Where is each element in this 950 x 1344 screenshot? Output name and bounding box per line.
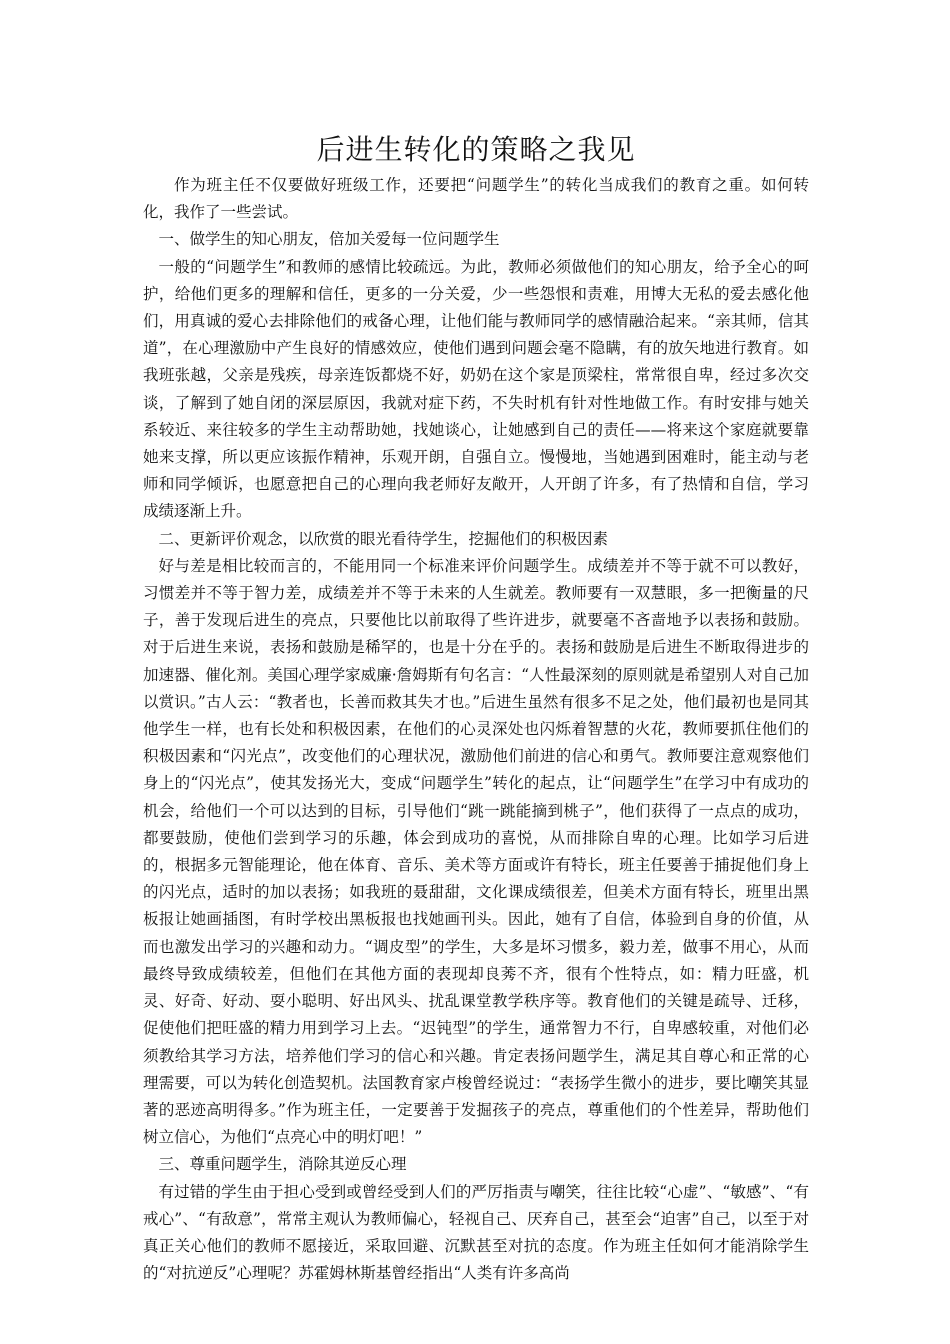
section-2-paragraph: 好与差是相比较而言的，不能用同一个标准来评价问题学生。成绩差并不等于就不可以教好，习惯差并不等于智力差，成绩差并不等于未来的人生就差。教师要有一双慧眼，多一把衡量的尺子，善于发现后进生的亮点，只要他比以前取得了些许进步，就要毫不吝啬地予以表扬和鼓励。对于后进生来说，表扬和鼓励是稀罕的，也是十分在乎的。表扬和鼓励是后进生不断取得进步的加速器、催化剂。美国心理学家威廉·詹姆斯有句名言：“人性最深刻的原则就是希望别人对自己加以赏识。”古人云：“教者也，长善而救其失才也。”后进生虽然有很多不足之处，他们最初也是同其他学生一样，也有长处和积极因素，在他们的心灵深处也闪烁着智慧的火花，教师要抓住他们的积极因素和“闪光点”，改变他们的心理状况，激励他们前进的信心和勇气。教师要注意观察他们身上的“闪光点”，使其发扬光大，变成“问题学生”转化的起点，让“问题学生”在学习中有成功的机会，给他们一个可以达到的目标，引导他们“跳一跳能摘到桃子”，他们获得了一点点的成功，都要鼓励，使他们尝到学习的乐趣，体会到成功的喜悦，从而排除自卑的心理。比如学习后进的，根据多元智能理论，他在体育、音乐、美术等方面或许有特长，班主任要善于捕捉他们身上的闪光点，适时的加以表扬；如我班的聂甜甜，文化课成绩很差，但美术方面有特长，班里出黑板报让她画插图，有时学校出黑板报也找她画刊头。因此，她有了自信，体验到自身的价值，从而也激发出学习的兴趣和动力。“调皮型”的学生，大多是坏习惯多，毅力差，做事不用心，从而最终导致成绩较差，但他们在其他方面的表现却良莠不齐，很有个性特点，如：精力旺盛，机灵、好奇、好动、耍小聪明、好出风头、扰乱课堂教学秩序等。教育他们的关键是疏导、迁移，促使他们把旺盛的精力用到学习上去。“迟钝型”的学生，通常智力不行，自卑感较重，对他们必须教给其学习方法，培养他们学习的信心和兴趣。肯定表扬问题学生，满足其自尊心和正常的心理需要，可以为转化创造契机。法国教育家卢梭曾经说过：“表扬学生微小的进步，要比嘲笑其显著的恶迹高明得多。”作为班主任，一定要善于发掘孩子的亮点，尊重他们的个性差异，帮助他们树立信心，为他们“点亮心中的明灯吧！” <box>143 556 809 1147</box>
section-heading-1: 一、做学生的知心朋友，倍加关爱每一位问题学生 <box>158 230 500 249</box>
document-page <box>143 130 809 1287</box>
section-3-paragraph: 有过错的学生由于担心受到或曾经受到人们的严厉指责与嘲笑，往往比较“心虚”、“敏感”、“有戒心”、“有敌意”，常常主观认为教师偏心，轻视自己、厌弃自己，甚至会“迫害”自己，以至于对真正关心他们的教师不愿接近，采取回避、沉默甚至对抗的态度。作为班主任如何才能消除学生的“对抗逆反”心理呢？苏霍姆林斯基曾经指出“人类有许多高尚 <box>143 1182 809 1283</box>
section-heading-2: 二、更新评价观念，以欣赏的眼光看待学生，挖掘他们的积极因素 <box>158 529 609 548</box>
document-title: 后进生转化的策略之我见 <box>316 133 636 166</box>
section-heading-3: 三、尊重问题学生，消除其逆反心理 <box>158 1155 407 1174</box>
section-1-paragraph: 一般的“问题学生”和教师的感情比较疏远。为此，教师必须做他们的知心朋友，给予全心的呵护，给他们更多的理解和信任，更多的一分关爱，少一些怨恨和责难，用博大无私的爱去感化他们，用真诚的爱心去排除他们的戒备心理，让他们能与教师同学的感情融洽起来。“亲其师，信其道”，在心理激励中产生良好的情感效应，使他们遇到问题会毫不隐瞒，有的放矢地进行教育。如我班张越，父亲是残疾，母亲连饭都烧不好，奶奶在这个家是顶梁柱，常常很自卑，经过多次交谈，了解到了她自闭的深层原因，我就对症下药，不失时机有针对性地做工作。有时安排与她关系较近、来往较多的学生主动帮助她，找她谈心，让她感到自己的责任——将来这个家庭就要靠她来支撑，所以更应该振作精神，乐观开朗，自强自立。慢慢地，当她遇到困难时，能主动与老师和同学倾诉，也愿意把自己的心理向我老师好友敞开，人开朗了许多，有了热情和自信，学习成绩逐渐上升。 <box>143 257 809 521</box>
intro-paragraph: 作为班主任不仅要做好班级工作，还要把“问题学生”的转化当成我们的教育之重。如何转化，我作了一些尝试。 <box>143 176 809 222</box>
